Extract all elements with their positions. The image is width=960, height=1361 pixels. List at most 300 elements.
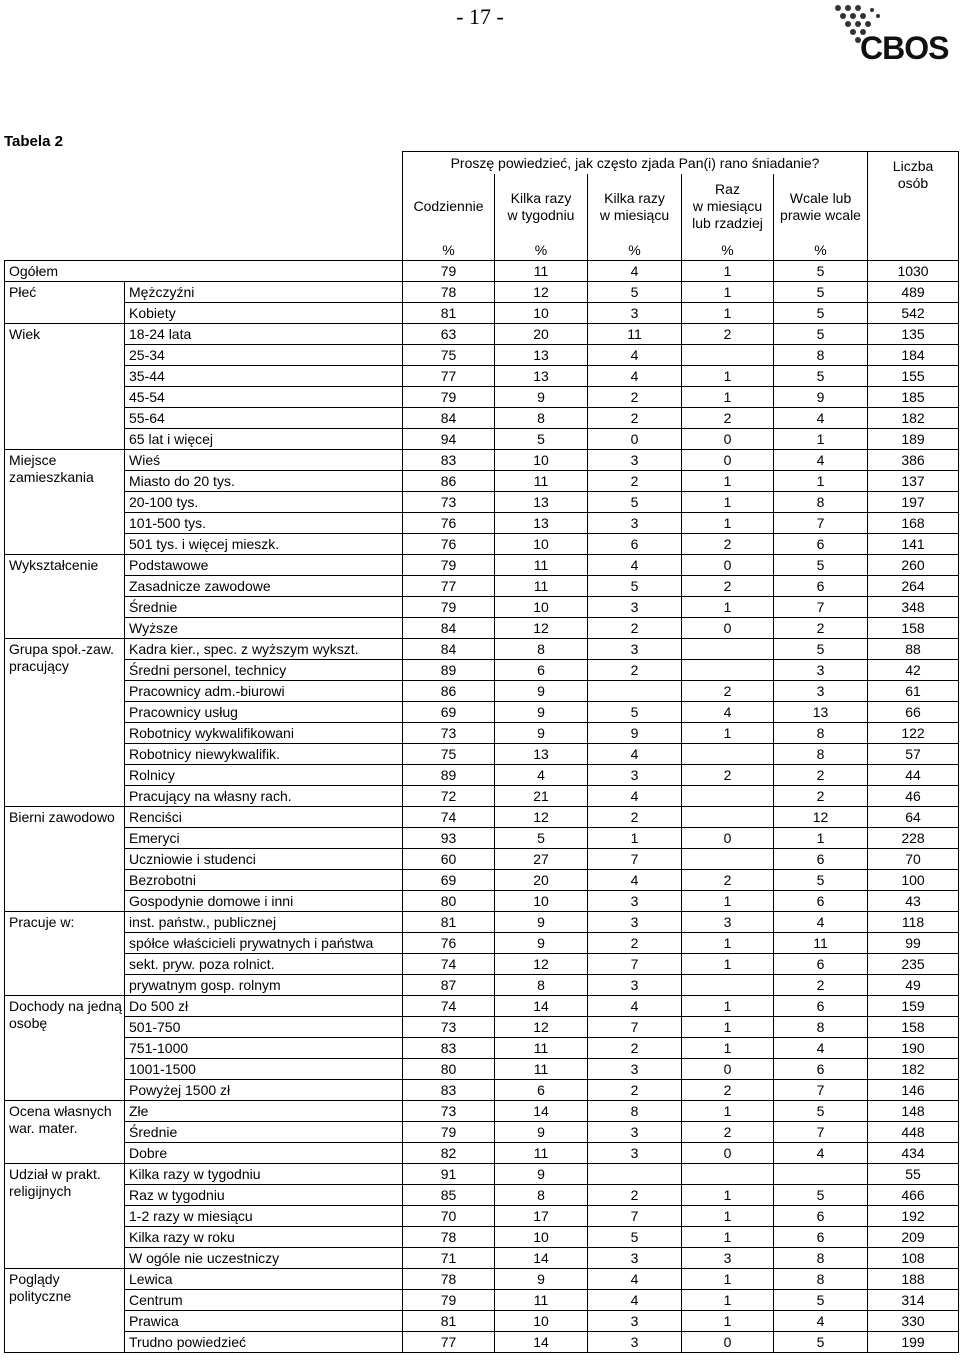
cell-value: 199 [868, 1331, 959, 1352]
cell-value: 0 [682, 1058, 774, 1079]
cell-value: 0 [682, 827, 774, 848]
cell-value: 3 [588, 512, 682, 533]
header-line: Raz [715, 181, 740, 197]
cell-value: 0 [682, 554, 774, 575]
cell-value: 69 [403, 869, 495, 890]
cell-value: 386 [868, 449, 959, 470]
cell-value: 94 [403, 428, 495, 449]
cell-value: 84 [403, 617, 495, 638]
cell-value: 0 [682, 617, 774, 638]
results-table-container [4, 151, 958, 1353]
row-label: Średni personel, technicy [125, 659, 403, 680]
cell-value: 314 [868, 1289, 959, 1310]
group-label: Pracuje w: [5, 911, 125, 995]
cell-value: 74 [403, 953, 495, 974]
table-row [5, 302, 959, 323]
cell-value: 27 [495, 848, 588, 869]
cell-value: 8 [774, 722, 868, 743]
cell-value: 13 [495, 512, 588, 533]
cell-value: 61 [868, 680, 959, 701]
table-row [5, 974, 959, 995]
table-row [5, 407, 959, 428]
row-label: Raz w tygodniu [125, 1184, 403, 1205]
cell-value: 1 [682, 932, 774, 953]
cell-value [682, 974, 774, 995]
table-row [5, 743, 959, 764]
cell-value: 13 [495, 491, 588, 512]
table-row [5, 386, 959, 407]
table-body [5, 260, 959, 1352]
table-row [5, 764, 959, 785]
row-label: Centrum [125, 1289, 403, 1310]
cell-value [682, 659, 774, 680]
cell-value: 6 [774, 575, 868, 596]
cell-value: 190 [868, 1037, 959, 1058]
cell-value: 1 [682, 1184, 774, 1205]
cell-value: 64 [868, 806, 959, 827]
cell-value: 5 [774, 1100, 868, 1121]
row-label: Trudno powiedzieć [125, 1331, 403, 1352]
cell-value: 75 [403, 344, 495, 365]
table-row [5, 1247, 959, 1268]
question-header: Proszę powiedzieć, jak często zjada Pan(i) rano śniadanie? [403, 152, 868, 174]
cell-value: 1 [682, 596, 774, 617]
cell-value: 348 [868, 596, 959, 617]
table-row [5, 701, 959, 722]
row-label: 45-54 [125, 386, 403, 407]
row-label: prywatnym gosp. rolnym [125, 974, 403, 995]
cell-value: 4 [774, 1142, 868, 1163]
table-row [5, 1310, 959, 1331]
cell-value: 9 [588, 722, 682, 743]
cell-value: 1 [682, 386, 774, 407]
cell-value: 5 [774, 869, 868, 890]
cell-value: 11 [495, 554, 588, 575]
cell-value: 9 [495, 1268, 588, 1289]
table-row [5, 680, 959, 701]
row-label: Do 500 zł [125, 995, 403, 1016]
cell-value [682, 743, 774, 764]
page-number: - 17 - [456, 4, 504, 29]
logo-text: CBOS [860, 30, 949, 66]
cell-value [682, 638, 774, 659]
header-line: w miesiącu [599, 206, 670, 223]
cell-value: 86 [403, 680, 495, 701]
total-row [5, 260, 959, 281]
cell-value: 11 [495, 575, 588, 596]
cell-value: 6 [495, 659, 588, 680]
cell-value: 12 [495, 281, 588, 302]
row-label: 25-34 [125, 344, 403, 365]
table-row [5, 1205, 959, 1226]
cell-value: 3 [588, 1247, 682, 1268]
cell-value: 5 [774, 638, 868, 659]
row-label: 501-750 [125, 1016, 403, 1037]
cell-value: 1 [682, 1037, 774, 1058]
cell-value: 2 [588, 1079, 682, 1100]
cell-value: 1 [682, 1289, 774, 1310]
table-row [5, 932, 959, 953]
cell-value: 3 [588, 764, 682, 785]
cell-value [682, 785, 774, 806]
cell-value: 80 [403, 890, 495, 911]
cell-value: 2 [774, 617, 868, 638]
cell-value: 2 [588, 1184, 682, 1205]
table-row [5, 1058, 959, 1079]
cell-value: 8 [588, 1100, 682, 1121]
results-table [4, 151, 959, 1353]
cell-value: 6 [774, 1058, 868, 1079]
cell-value: 79 [403, 1121, 495, 1142]
row-label: Emeryci [125, 827, 403, 848]
cell-value: 3 [588, 890, 682, 911]
cell-value: 7 [588, 1205, 682, 1226]
cell-value: 4 [588, 785, 682, 806]
cell-value: 2 [682, 575, 774, 596]
cell-value: 42 [868, 659, 959, 680]
cell-value: 235 [868, 953, 959, 974]
cell-value: 6 [774, 533, 868, 554]
cell-value: 4 [495, 764, 588, 785]
cell-value: 84 [403, 407, 495, 428]
cell-value: 4 [774, 1037, 868, 1058]
cell-value: 2 [774, 764, 868, 785]
cell-value: 14 [495, 1100, 588, 1121]
cell-value [588, 1163, 682, 1184]
header-line: Liczba [892, 158, 934, 174]
row-label: Miasto do 20 tys. [125, 470, 403, 491]
cell-value: 79 [403, 1289, 495, 1310]
table-row [5, 890, 959, 911]
cell-value: 7 [588, 953, 682, 974]
cell-value: 2 [682, 869, 774, 890]
cell-value: 63 [403, 323, 495, 344]
cell-value: 2 [682, 1079, 774, 1100]
cell-value: 9 [495, 722, 588, 743]
unit-label: % [774, 240, 868, 261]
row-label: Kadra kier., spec. z wyższym wykszt. [125, 638, 403, 659]
cell-value: 141 [868, 533, 959, 554]
cell-value: 88 [868, 638, 959, 659]
cell-value [682, 1163, 774, 1184]
cell-value: 7 [588, 848, 682, 869]
cell-value: 76 [403, 512, 495, 533]
cell-value: 188 [868, 1268, 959, 1289]
table-row [5, 995, 959, 1016]
cell-value: 209 [868, 1226, 959, 1247]
cell-value: 5 [774, 281, 868, 302]
cell-value: 1 [682, 953, 774, 974]
cell-value: 82 [403, 1142, 495, 1163]
cell-value: 89 [403, 659, 495, 680]
cell-value: 83 [403, 449, 495, 470]
table-row [5, 344, 959, 365]
row-label: 1001-1500 [125, 1058, 403, 1079]
cell-value: 14 [495, 1247, 588, 1268]
cell-value: 78 [403, 1226, 495, 1247]
cell-value: 6 [774, 1205, 868, 1226]
cell-value: 3 [588, 1121, 682, 1142]
cell-value [588, 680, 682, 701]
cell-value: 79 [403, 554, 495, 575]
cell-value: 60 [403, 848, 495, 869]
row-label: 1-2 razy w miesiącu [125, 1205, 403, 1226]
cell-value: 7 [774, 512, 868, 533]
cell-value: 100 [868, 869, 959, 890]
row-label: 101-500 tys. [125, 512, 403, 533]
unit-label: % [588, 240, 682, 261]
group-label: Płeć [5, 281, 125, 323]
cell-value: 2 [774, 974, 868, 995]
cell-value [774, 1163, 868, 1184]
cell-value: 2 [682, 680, 774, 701]
cell-value: 6 [774, 953, 868, 974]
table-row [5, 1079, 959, 1100]
cell-value: 4 [588, 743, 682, 764]
table-title: Tabela 2 [4, 133, 63, 150]
row-label: Gospodynie domowe i inni [125, 890, 403, 911]
cell-value: 49 [868, 974, 959, 995]
cell-value: 57 [868, 743, 959, 764]
table-row [5, 554, 959, 575]
row-label: Prawica [125, 1310, 403, 1331]
header-line: lub rzadziej [692, 215, 763, 231]
cell-value: 3 [588, 1331, 682, 1352]
cell-value: 4 [774, 449, 868, 470]
cell-value: 155 [868, 365, 959, 386]
cell-value: 20 [495, 323, 588, 344]
cell-value: 12 [495, 953, 588, 974]
cell-value: 135 [868, 323, 959, 344]
cell-value: 5 [588, 1226, 682, 1247]
row-label: Średnie [125, 1121, 403, 1142]
cell-value: 11 [495, 260, 588, 281]
cell-value: 192 [868, 1205, 959, 1226]
cell-value: 5 [774, 302, 868, 323]
table-row [5, 575, 959, 596]
cell-value: 9 [495, 701, 588, 722]
cell-value: 11 [495, 1142, 588, 1163]
cell-value: 260 [868, 554, 959, 575]
cell-value: 5 [495, 827, 588, 848]
table-row [5, 323, 959, 344]
table-row [5, 1121, 959, 1142]
group-label: Poglądy polityczne [5, 1268, 125, 1352]
table-row [5, 470, 959, 491]
group-label: Ocena własnych war. mater. [5, 1100, 125, 1163]
cell-value: 2 [588, 386, 682, 407]
cell-value: 7 [588, 1016, 682, 1037]
cell-value: 79 [403, 596, 495, 617]
row-label: Pracujący na własny rach. [125, 785, 403, 806]
table-row [5, 1100, 959, 1121]
cell-value: 81 [403, 911, 495, 932]
cell-value: 8 [774, 1268, 868, 1289]
table-row [5, 1184, 959, 1205]
cell-value: 1 [682, 365, 774, 386]
row-label: 20-100 tys. [125, 491, 403, 512]
cell-value: 10 [495, 890, 588, 911]
cell-value: 3 [588, 974, 682, 995]
cell-value: 10 [495, 596, 588, 617]
row-label: 65 lat i więcej [125, 428, 403, 449]
cell-value: 4 [588, 995, 682, 1016]
row-label: Wyższe [125, 617, 403, 638]
group-label: Wiek [5, 323, 125, 449]
row-label: 35-44 [125, 365, 403, 386]
cell-value: 12 [495, 617, 588, 638]
cell-value: 5 [588, 491, 682, 512]
cell-value: 3 [774, 659, 868, 680]
table-row [5, 1268, 959, 1289]
cell-value: 7 [774, 1079, 868, 1100]
table-row [5, 1016, 959, 1037]
row-label: Lewica [125, 1268, 403, 1289]
cell-value: 8 [495, 1184, 588, 1205]
cell-value: 9 [774, 386, 868, 407]
cell-value: 4 [588, 1289, 682, 1310]
row-label: inst. państw., publicznej [125, 911, 403, 932]
cell-value: 1 [682, 1100, 774, 1121]
cell-value: 6 [774, 995, 868, 1016]
cell-value: 542 [868, 302, 959, 323]
group-label: Bierni zawodowo [5, 806, 125, 911]
header-line: Kilka razy [604, 189, 665, 206]
group-label: Miejsce zamieszkania [5, 449, 125, 554]
column-header-4 [682, 174, 774, 240]
cell-value: 1 [682, 1205, 774, 1226]
cell-value: 7 [774, 1121, 868, 1142]
cell-value: 79 [403, 260, 495, 281]
cell-value: 93 [403, 827, 495, 848]
cell-value: 146 [868, 1079, 959, 1100]
cell-value: 73 [403, 722, 495, 743]
cell-value: 2 [682, 764, 774, 785]
cell-value: 264 [868, 575, 959, 596]
cell-value: 0 [588, 428, 682, 449]
cell-value: 84 [403, 638, 495, 659]
table-row [5, 491, 959, 512]
cell-value: 78 [403, 1268, 495, 1289]
cell-value: 9 [495, 1121, 588, 1142]
cell-value: 5 [774, 1289, 868, 1310]
header-line: Wcale lub [789, 189, 852, 206]
cell-value: 6 [774, 890, 868, 911]
cell-value: 13 [495, 344, 588, 365]
cell-value: 3 [588, 1310, 682, 1331]
table-row [5, 1289, 959, 1310]
cell-value: 75 [403, 743, 495, 764]
cell-value: 9 [495, 1163, 588, 1184]
row-label: 18-24 lata [125, 323, 403, 344]
cell-value: 83 [403, 1037, 495, 1058]
cell-value: 228 [868, 827, 959, 848]
cell-value: 148 [868, 1100, 959, 1121]
cell-value: 4 [682, 701, 774, 722]
row-label: Renciści [125, 806, 403, 827]
group-label: Udział w prakt. religijnych [5, 1163, 125, 1268]
cell-value: 448 [868, 1121, 959, 1142]
row-label: 751-1000 [125, 1037, 403, 1058]
cell-value: 6 [495, 1079, 588, 1100]
cell-value: 10 [495, 449, 588, 470]
cell-value: 122 [868, 722, 959, 743]
cell-value: 8 [495, 974, 588, 995]
cell-value: 81 [403, 1310, 495, 1331]
cell-value: 158 [868, 617, 959, 638]
row-label: Pracownicy adm.-biurowi [125, 680, 403, 701]
cell-value: 13 [495, 743, 588, 764]
cell-value: 3 [774, 680, 868, 701]
header-line: osób [897, 175, 929, 191]
table-row [5, 428, 959, 449]
cell-value: 8 [774, 1247, 868, 1268]
table-row [5, 281, 959, 302]
table-row [5, 1163, 959, 1184]
cell-value: 5 [588, 701, 682, 722]
cell-value: 108 [868, 1247, 959, 1268]
cell-value: 1 [682, 722, 774, 743]
table-row [5, 659, 959, 680]
cell-value: 2 [588, 470, 682, 491]
cell-value: 2 [682, 407, 774, 428]
cell-value: 0 [682, 428, 774, 449]
cell-value: 5 [774, 554, 868, 575]
cell-value: 1030 [868, 260, 959, 281]
cell-value: 86 [403, 470, 495, 491]
cell-value: 11 [495, 1289, 588, 1310]
cell-value [682, 344, 774, 365]
row-label: Robotnicy niewykwalifik. [125, 743, 403, 764]
unit-label: % [403, 240, 495, 261]
cell-value: 43 [868, 890, 959, 911]
header-line: prawie wcale [780, 206, 861, 223]
cell-value: 72 [403, 785, 495, 806]
cell-value: 73 [403, 1100, 495, 1121]
cell-value: 77 [403, 365, 495, 386]
table-row [5, 911, 959, 932]
table-row [5, 1331, 959, 1352]
cell-value: 159 [868, 995, 959, 1016]
cell-value: 70 [403, 1205, 495, 1226]
column-header-2 [495, 174, 588, 240]
unit-label: % [682, 240, 774, 261]
cell-value: 5 [495, 428, 588, 449]
cell-value: 1 [682, 470, 774, 491]
row-label: Dobre [125, 1142, 403, 1163]
cell-value: 137 [868, 470, 959, 491]
cell-value: 44 [868, 764, 959, 785]
cell-value: 4 [588, 869, 682, 890]
row-label: Kilka razy w tygodniu [125, 1163, 403, 1184]
cell-value: 189 [868, 428, 959, 449]
cell-value: 118 [868, 911, 959, 932]
cell-value: 1 [588, 827, 682, 848]
column-header-1 [403, 174, 495, 240]
header-line: w miesiącu [692, 198, 763, 214]
cell-value: 184 [868, 344, 959, 365]
cell-value: 9 [495, 932, 588, 953]
row-label: Uczniowie i studenci [125, 848, 403, 869]
cell-value: 5 [774, 365, 868, 386]
cell-value: 78 [403, 281, 495, 302]
cell-value: 21 [495, 785, 588, 806]
cell-value: 10 [495, 1226, 588, 1247]
header-line: Kilka razy [510, 189, 572, 206]
cell-value: 12 [495, 1016, 588, 1037]
cell-value: 6 [774, 848, 868, 869]
table-row [5, 512, 959, 533]
